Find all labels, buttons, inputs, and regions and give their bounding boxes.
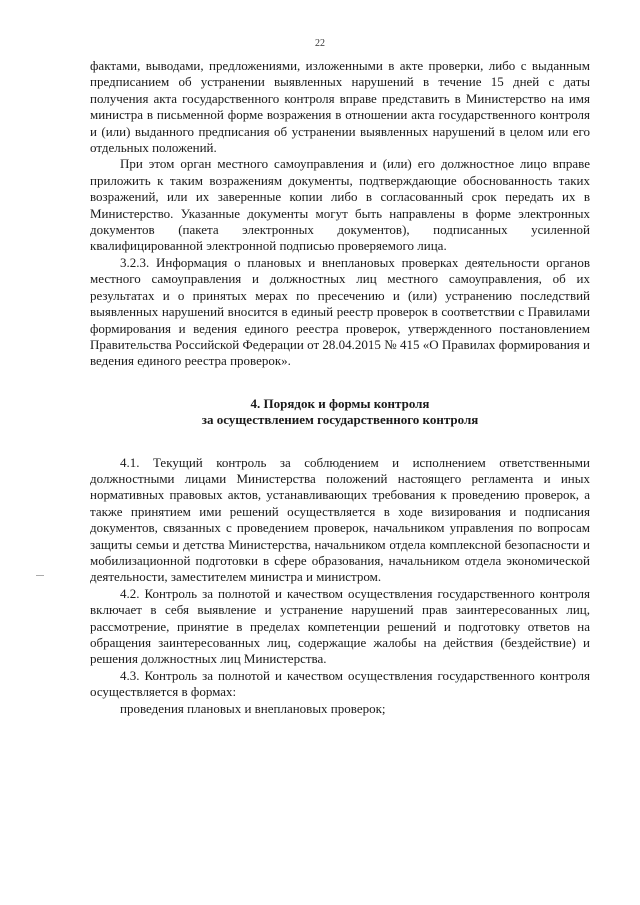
paragraph-continuation: фактами, выводами, предложениями, изложенными в акте проверки, либо с выданным предписанием об устранении выявленных нарушений в течение 15 дней с даты получения акта государственного контроля вправе представить в Министерство на имя министра в письменной форме возражения в отношении акта государственного контроля и (или) выданного предписания об устранении выявленных нарушений в целом или его отдельных положений. [90,58,590,156]
paragraph-4-2: 4.2. Контроль за полнотой и качеством осуществления государственного контроля включает в себя выявление и устранение нарушений прав заинтересованных лиц, рассмотрение, принятие в пределах компетенции решений и подготовку ответов на обращения заинтересованных лиц, содержащие жалобы на действия (бездействие) и решения должностных лиц Министерства. [90,585,590,667]
paragraph-objections: При этом орган местного самоуправления и (или) его должностное лицо вправе приложить к таким возражениям документы, подтверждающие обоснованность таких возражений, или их заверенные копии либо в согласованный срок передать их в Министерство. Указанные документы могут быть направлены в форме электронных документов (пакета электронных документов), подписанных усиленной квалифицированной электронной подписью проверяемого лица. [90,156,590,254]
paragraph-3-2-3: 3.2.3. Информация о плановых и внеплановых проверках деятельности органов местного самоуправления и должностных лиц местного самоуправления, об их результатах и о принятых мерах по пресечению и (или) устранению последствий выявленных нарушений вносится в единый реестр проверок в соответствии с Правилами формирования и ведения единого реестра проверок, утвержденного постановлением Правительства Российской Федерации от 28.04.2015 № 415 «О Правилах формирования и ведения единого реестра проверок». [90,254,590,369]
paragraph-4-1: 4.1. Текущий контроль за соблюдением и исполнением ответственными должностными лицами Министерства положений настоящего регламента и иных нормативных правовых актов, устанавливающих требования к проведению проверок, а также принятием ими решений осуществляется в ходе визирования и подписания документов, связанных с проведением проверок, начальником управления по вопросам защиты семьи и детства Министерства, начальником отдела комплексной безопасности и мобилизационной подготовки в сфере образования, начальником отдела экономической деятельности, заместителем министра и министром. [90,454,590,585]
page-number: 22 [315,38,325,49]
margin-mark [36,575,44,576]
section-heading-line2: за осуществлением государственного контроля [201,412,479,428]
section-heading [90,396,590,429]
paragraph-list-item: проведения плановых и внеплановых проверок; [120,700,386,716]
section-heading-line1: 4. Порядок и формы контроля [250,395,430,411]
document-body [90,58,590,717]
paragraph-4-3: 4.3. Контроль за полнотой и качеством осуществления государственного контроля осуществляется в формах: [90,667,590,700]
